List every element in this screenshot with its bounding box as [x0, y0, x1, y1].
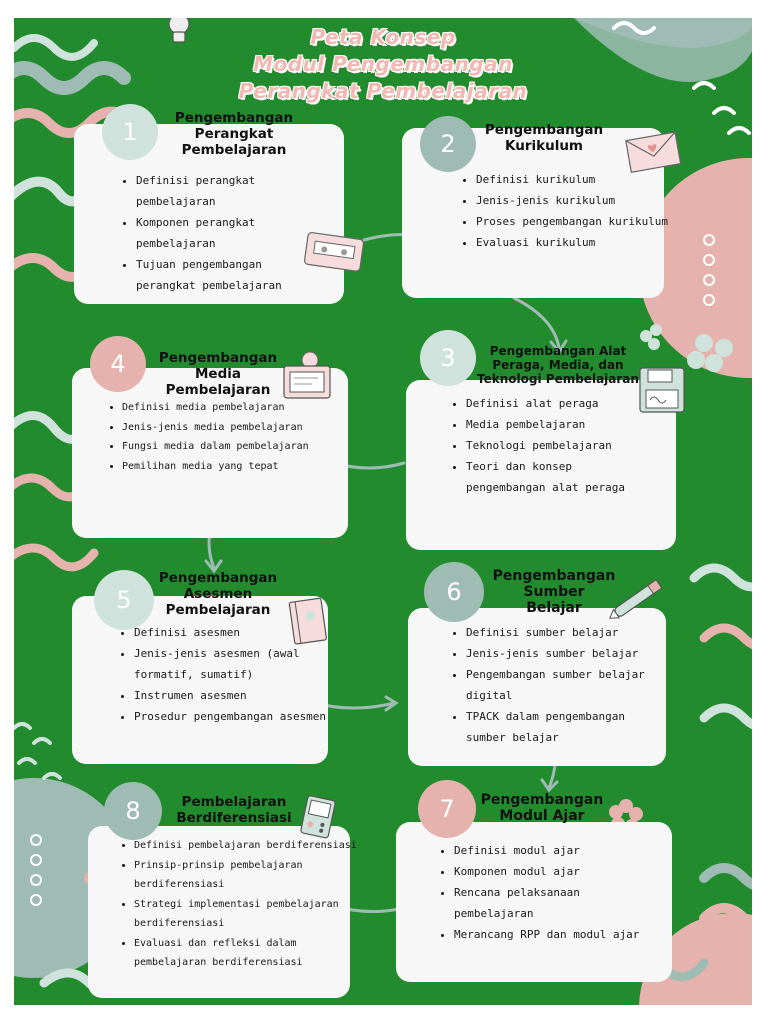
card-6-title: Pengembangan Sumber Belajar: [492, 568, 616, 616]
list-item: • Definisi perangkat pembelajaran: [136, 170, 326, 212]
list-item: • Tujuan pengembangan perangkat pembelajaran: [136, 254, 326, 296]
card-1-title: Pengembangan Perangkat Pembelajaran: [174, 110, 294, 158]
envelope-heart-icon: [624, 128, 684, 174]
card-4-title: Pengembangan Media Pembelajaran: [158, 350, 278, 398]
poster-title-line-3: Perangkat Pembelajaran: [238, 79, 528, 103]
list-item: • Fungsi media dalam pembelajaran: [122, 437, 322, 457]
list-item: • Teori dan konsep pengembangan alat peraga: [466, 456, 656, 498]
list-item: • TPACK dalam pengembangan sumber belajar: [466, 706, 670, 748]
list-item: • Instrumen asesmen: [134, 685, 334, 706]
card-2-list: [460, 169, 676, 253]
notebook-icon: [284, 594, 334, 650]
card-4-number: 4: [90, 336, 146, 392]
computer-window-icon: [278, 350, 338, 404]
card-3-title: Pengembangan Alat Peraga, Media, dan Teknologi Pembelajaran: [477, 344, 639, 386]
list-item: • Proses pengembangan kurikulum: [476, 211, 676, 232]
list-item: • Jenis-jenis sumber belajar: [466, 643, 670, 664]
card-1-number: 1: [102, 104, 158, 160]
floppy-disk-icon: [636, 364, 690, 416]
list-item: • Definisi alat peraga: [466, 393, 656, 414]
list-item: • Pemilihan media yang tepat: [122, 457, 322, 477]
poster-title-line-2: Modul Pengembangan: [253, 52, 513, 76]
list-item: • Jenis-jenis media pembelajaran: [122, 418, 322, 438]
list-item: • Jenis-jenis kurikulum: [476, 190, 676, 211]
list-item: • Komponen perangkat pembelajaran: [136, 212, 326, 254]
card-2-title: Pengembangan Kurikulum: [484, 122, 604, 154]
list-item: • Definisi media pembelajaran: [122, 398, 322, 418]
pen-icon: [604, 574, 674, 624]
list-item: • Strategi implementasi pembelajaran berdiferensiasi: [134, 895, 360, 934]
list-item: • Prosedur pengembangan asesmen: [134, 706, 334, 727]
card-6-list: [450, 622, 670, 748]
poster: [14, 18, 752, 1005]
poster-title-line-1: Peta Konsep: [310, 25, 456, 49]
arrow-2-to-3: [514, 298, 559, 348]
card-8-title: Pembelajaran Berdiferensiasi: [176, 794, 292, 826]
card-8-number: 8: [104, 782, 162, 840]
card-8-list: [118, 836, 360, 973]
list-item: • Definisi pembelajaran berdiferensiasi: [134, 836, 360, 856]
card-7-list: [438, 840, 664, 945]
card-7-title: Pengembangan Modul Ajar: [480, 792, 604, 824]
list-item: • Teknologi pembelajaran: [466, 435, 656, 456]
card-7-number: 7: [418, 780, 476, 838]
list-item: • Definisi asesmen: [134, 622, 334, 643]
list-item: • Rencana pelaksanaan pembelajaran: [454, 882, 664, 924]
list-item: • Merancang RPP dan modul ajar: [454, 924, 664, 945]
list-item: • Evaluasi kurikulum: [476, 232, 676, 253]
card-5-title: Pengembangan Asesmen Pembelajaran: [158, 570, 278, 618]
list-item: • Definisi modul ajar: [454, 840, 664, 861]
card-3-list: [450, 393, 656, 498]
card-3-number: 3: [420, 330, 476, 386]
card-4-list: [106, 398, 322, 476]
handheld-game-icon: [298, 794, 340, 840]
card-6-number: 6: [424, 562, 484, 622]
card-1-list: [120, 170, 326, 296]
list-item: • Definisi sumber belajar: [466, 622, 670, 643]
list-item: • Jenis-jenis asesmen (awal formatif, sumatif): [134, 643, 334, 685]
card-2-number: 2: [420, 116, 476, 172]
list-item: • Prinsip-prinsip pembelajaran berdiferensiasi: [134, 856, 360, 895]
cassette-tape-icon: [304, 232, 366, 272]
list-item: • Pengembangan sumber belajar digital: [466, 664, 670, 706]
list-item: • Evaluasi dan refleksi dalam pembelajaran berdiferensiasi: [134, 934, 360, 973]
list-item: • Definisi kurikulum: [476, 169, 676, 190]
card-5-number: 5: [94, 570, 154, 630]
list-item: • Komponen modul ajar: [454, 861, 664, 882]
list-item: • Media pembelajaran: [466, 414, 656, 435]
